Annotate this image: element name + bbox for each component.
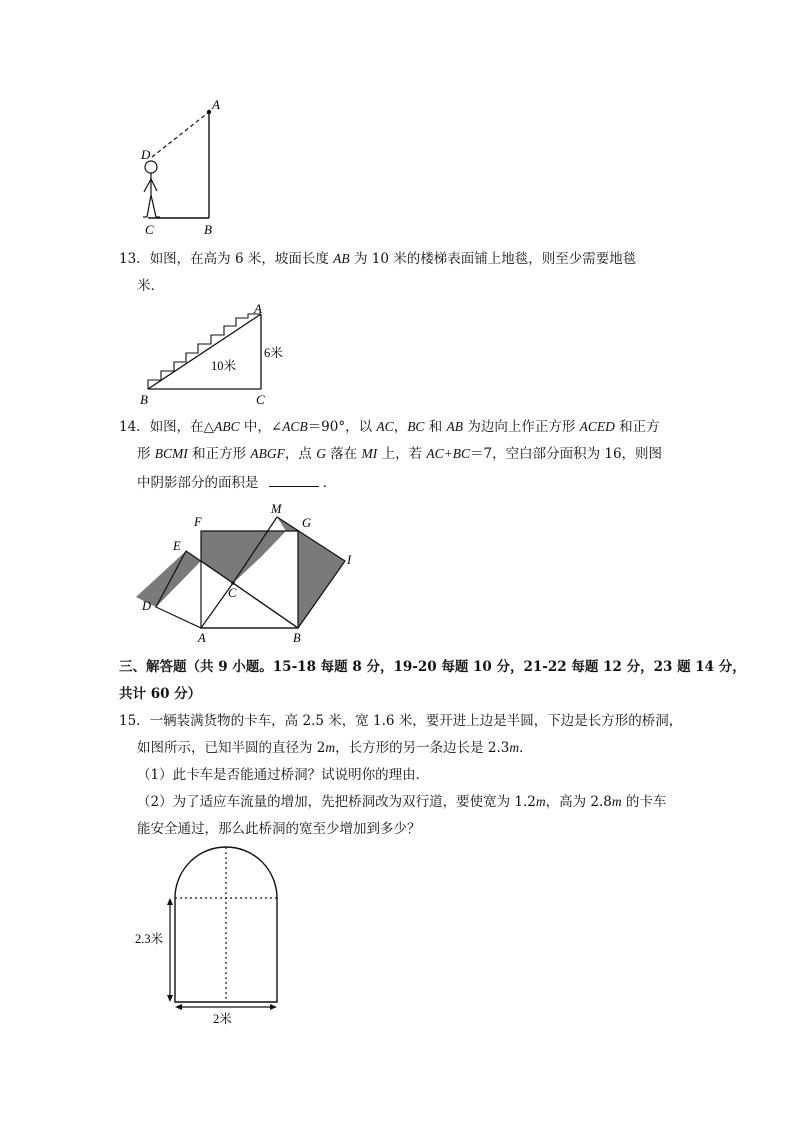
q15-number: 15． — [119, 713, 150, 729]
label-I: I — [347, 553, 352, 567]
q14-l2c: ，点 — [284, 446, 317, 462]
label-width: 2米 — [213, 1012, 232, 1026]
q14-l1a: 如图，在△ — [149, 419, 215, 435]
label-A: A — [254, 301, 262, 316]
q15-unit-m1: m — [325, 740, 336, 755]
label-A: A — [212, 97, 220, 112]
q14-l2d: 落在 — [325, 446, 362, 462]
label-C: C — [256, 392, 265, 407]
q14-l2e: 上，若 — [377, 446, 427, 462]
q14-var-BCMI: BCMI — [154, 446, 188, 461]
label-F: F — [194, 515, 202, 529]
q14-l1d: ， — [393, 419, 408, 435]
q14-var-MI: MI — [361, 446, 378, 461]
label-B: B — [140, 392, 148, 407]
q14-l1b: 中，∠ — [239, 419, 283, 435]
q14-l2f: ＝7，空白部分面积为 16，则图 — [470, 446, 663, 462]
q14-var-AB: AB — [446, 419, 464, 434]
q14-number: 14． — [119, 419, 150, 435]
q15-part1: （1）此卡车是否能通过桥洞？试说明你的理由． — [137, 767, 430, 783]
q14-var-BC: BC — [407, 419, 425, 434]
q14-l1g: 和正方 — [614, 419, 660, 435]
answer-blank[interactable] — [269, 472, 319, 487]
figure-q12 — [130, 95, 230, 237]
q15-p2-unit-m1: m — [535, 794, 546, 809]
person-figure — [143, 161, 160, 217]
q15-l1: 一辆装满货物的卡车，高 2.5 米，宽 1.6 米，要开进上边是半圆，下边是长方形的桥洞， — [149, 713, 683, 729]
label-D: D — [141, 147, 151, 162]
label-B: B — [293, 631, 301, 645]
height-arrow-bottom — [167, 995, 173, 1002]
label-E: E — [173, 539, 181, 553]
point-A — [207, 110, 211, 114]
q14-line1 — [119, 418, 660, 436]
q15-l2b: ，长方形的另一条边长是 2.3 — [335, 740, 510, 756]
width-arrow-right — [270, 1004, 277, 1010]
point-C — [231, 581, 235, 585]
q14-l3a: 中阴影部分的面积是 — [137, 475, 259, 491]
q14-var-G: G — [316, 446, 326, 461]
shaded-region-top — [201, 531, 286, 583]
q13-text-b: 为 10 米的楼梯表面铺上地毯，则至少需要地毯 — [349, 251, 637, 267]
q15-l2a: 如图所示，已知半圆的直径为 2 — [137, 740, 326, 756]
q15-unit-m2: m — [509, 740, 520, 755]
slope-AB — [148, 314, 261, 389]
label-A: A — [198, 631, 206, 645]
q15-p2-unit-m2: m — [611, 794, 622, 809]
q14-l3b: ． — [322, 475, 337, 491]
q13-line2 — [137, 277, 164, 295]
q15-part2-line1 — [137, 793, 666, 811]
q15-l2c: ． — [519, 740, 533, 756]
q13-text-c: 米． — [137, 278, 164, 294]
q13-number: 13． — [119, 251, 150, 267]
q14-l1c: ＝90°，以 — [307, 419, 377, 435]
width-arrow-left — [175, 1004, 182, 1010]
q14-var-AC: AC — [376, 419, 394, 434]
label-C: C — [228, 586, 237, 600]
label-height: 2.3米 — [135, 932, 164, 946]
figure-q15-tunnel — [133, 840, 303, 1026]
section3-heading-line1: 三、解答题（共 9 小题。15-18 每题 8 分，19-20 每题 10 分，21-22 每题 12 分，23 题 14 分， — [119, 659, 746, 675]
q14-l1f: 为边向上作正方形 — [463, 419, 580, 435]
q13-line1 — [119, 250, 636, 268]
q15-p2b: ，高为 2.8 — [545, 794, 612, 810]
label-slope-length: 10米 — [211, 359, 237, 373]
figure-q14-squares — [136, 500, 366, 646]
q15-part2-line2: 能安全通过，那么此桥洞的宽至少增加到多少？ — [137, 821, 421, 837]
q13-text-a: 如图，在高为 6 米，坡面长度 — [149, 251, 334, 267]
label-G: G — [302, 516, 312, 530]
q14-line3 — [137, 472, 336, 492]
label-B: B — [204, 222, 212, 237]
q14-var-ACB: ACB — [282, 419, 308, 434]
sight-line — [152, 112, 209, 157]
label-M: M — [271, 502, 282, 516]
height-arrow-top — [167, 898, 173, 905]
q15-p2a: （2）为了适应车流量的增加，先把桥洞改为双行道，要使宽为 1.2 — [137, 794, 536, 810]
q14-l2b: 和正方形 — [187, 446, 251, 462]
q14-var-ACED: ACED — [579, 419, 615, 434]
q15-line1 — [119, 712, 682, 730]
q14-var-ABGF: ABGF — [250, 446, 285, 461]
figure-q13-stairs — [136, 300, 296, 410]
label-C: C — [145, 222, 154, 237]
q14-l1e: 和 — [424, 419, 447, 435]
q15-line2 — [137, 739, 533, 757]
label-height: 6米 — [264, 346, 283, 360]
q14-line2 — [137, 445, 662, 463]
q13-var-AB: AB — [333, 251, 350, 266]
q14-var-ABC: ABC — [214, 419, 240, 434]
q14-var-ACBC: AC+BC — [426, 446, 470, 461]
q15-p2c: 的卡车 — [621, 794, 667, 810]
q14-l2a: 形 — [137, 446, 155, 462]
section3-heading-line2: 共计 60 分） — [119, 686, 202, 702]
label-D: D — [142, 599, 152, 613]
